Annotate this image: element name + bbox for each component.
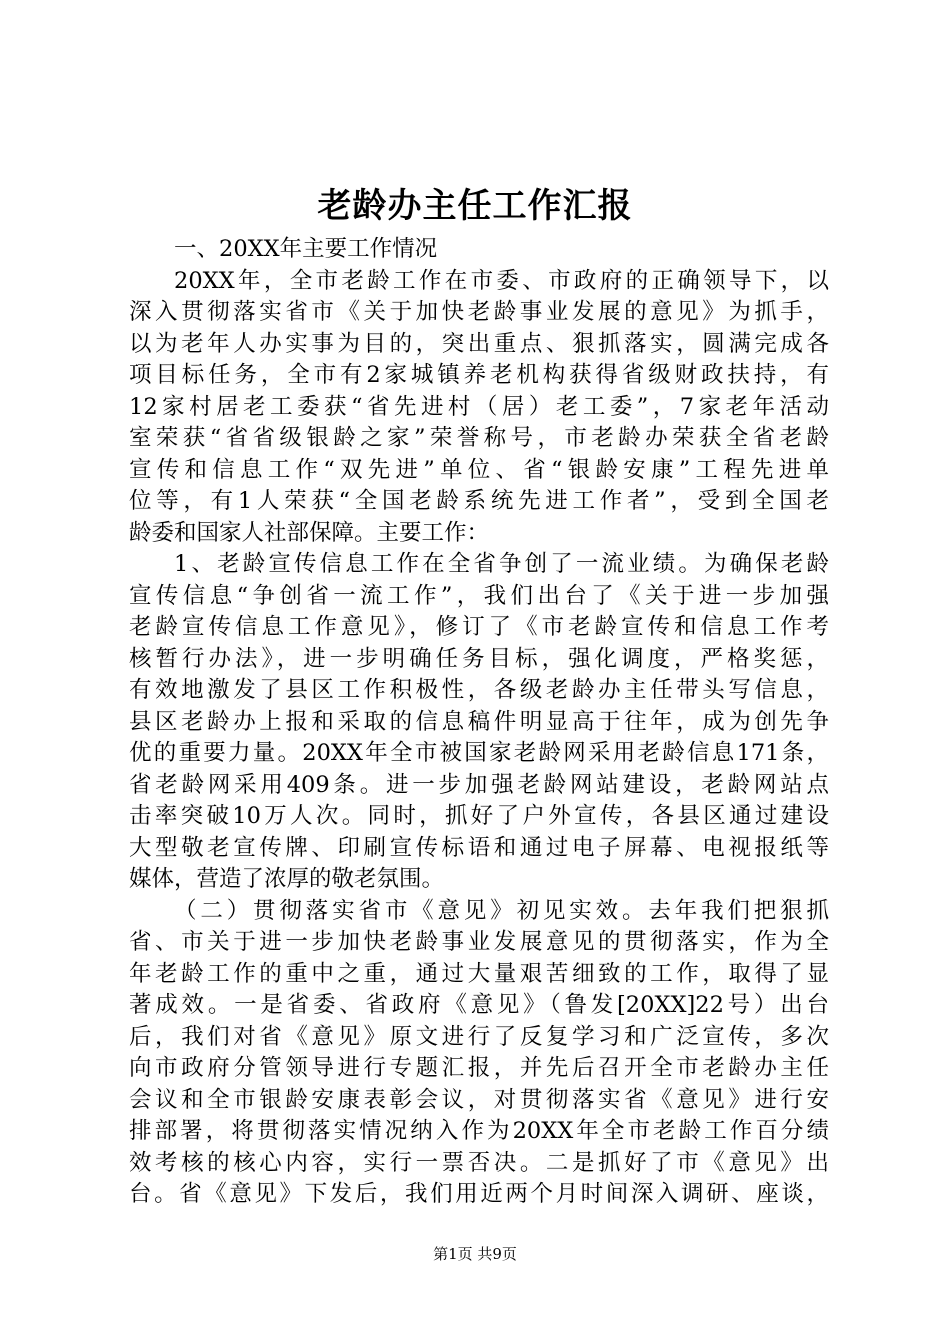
paragraph-line: 深入贯彻落实省市《关于加快老龄事业发展的意见》为抓手， <box>129 299 829 325</box>
paragraph-line: 排部署，将贯彻落实情况纳入作为20XX年全市老龄工作百分绩 <box>129 1118 829 1144</box>
paragraph-line: 击率突破10万人次。同时，抓好了户外宣传，各县区通过建设 <box>129 803 829 829</box>
paragraph-line: 效考核的核心内容，实行一票否决。二是抓好了市《意见》出 <box>129 1149 829 1176</box>
paragraph-line: 大型敬老宣传牌、印刷宣传标语和通过电子屏幕、电视报纸等 <box>129 834 829 861</box>
section-heading: 一、20XX年主要工作情况 <box>174 236 438 262</box>
paragraph-line: 台。省《意见》下发后，我们用近两个月时间深入调研、座谈， <box>129 1181 829 1207</box>
document-body <box>129 234 829 1211</box>
paragraph-line: 龄委和国家人社部保障。主要工作： <box>129 519 490 546</box>
paragraph-line: 向市政府分管领导进行专题汇报，并先后召开全市老龄办主任 <box>129 1055 829 1081</box>
paragraph-line: 媒体，营造了浓厚的敬老氛围。 <box>129 866 445 892</box>
paragraph-line: 1、老龄宣传信息工作在全省争创了一流业绩。为确保老龄 <box>174 551 829 577</box>
paragraph-line: 会议和全市银龄安康表彰会议，对贯彻落实省《意见》进行安 <box>129 1086 829 1113</box>
paragraph-line: 宣传和信息工作“双先进”单位、省“银龄安康”工程先进单 <box>129 456 829 483</box>
paragraph-line: 后，我们对省《意见》原文进行了反复学习和广泛宣传，多次 <box>129 1023 829 1050</box>
paragraph-line: 优的重要力量。20XX年全市被国家老龄网采用老龄信息171条， <box>129 740 829 766</box>
paragraph-line: 县区老龄办上报和采取的信息稿件明显高于往年，成为创先争 <box>129 708 829 735</box>
paragraph-line: 省老龄网采用409条。进一步加强老龄网站建设，老龄网站点 <box>129 771 829 798</box>
paragraph-line: 老龄宣传信息工作意见》，修订了《市老龄宣传和信息工作考 <box>129 614 829 640</box>
paragraph-line: 位等，有1人荣获“全国老龄系统先进工作者”，受到全国老 <box>129 488 829 514</box>
paragraph-line: 项目标任务，全市有2家城镇养老机构获得省级财政扶持，有 <box>129 362 829 388</box>
paragraph-line: 20XX年，全市老龄工作在市委、市政府的正确领导下，以 <box>174 267 829 294</box>
paragraph-line: 年老龄工作的重中之重，通过大量艰苦细致的工作，取得了显 <box>129 960 829 987</box>
paragraph-line: 著成效。一是省委、省政府《意见》（鲁发[20XX]22号）出台 <box>129 992 829 1018</box>
paragraph-line: 以为老年人办实事为目的，突出重点、狠抓落实，圆满完成各 <box>129 330 829 357</box>
paragraph-line: 有效地激发了县区工作积极性，各级老龄办主任带头写信息， <box>129 677 829 703</box>
page-number: 第1页 共9页 <box>433 1245 517 1263</box>
paragraph-line: 核暂行办法》，进一步明确任务目标，强化调度，严格奖惩， <box>129 645 829 672</box>
paragraph-line: 省、市关于进一步加快老龄事业发展意见的贯彻落实，作为全 <box>129 929 829 955</box>
paragraph-line: 宣传信息“争创省一流工作”，我们出台了《关于进一步加强 <box>129 582 829 609</box>
paragraph-line: 室荣获“省省级银龄之家”荣誉称号，市老龄办荣获全省老龄 <box>129 425 829 451</box>
paragraph-line: （二）贯彻落实省市《意见》初见实效。去年我们把狠抓 <box>174 897 829 924</box>
paragraph-line: 12家村居老工委获“省先进村（居）老工委”，7家老年活动 <box>129 393 829 420</box>
document-title: 老龄办主任工作汇报 <box>317 186 633 226</box>
